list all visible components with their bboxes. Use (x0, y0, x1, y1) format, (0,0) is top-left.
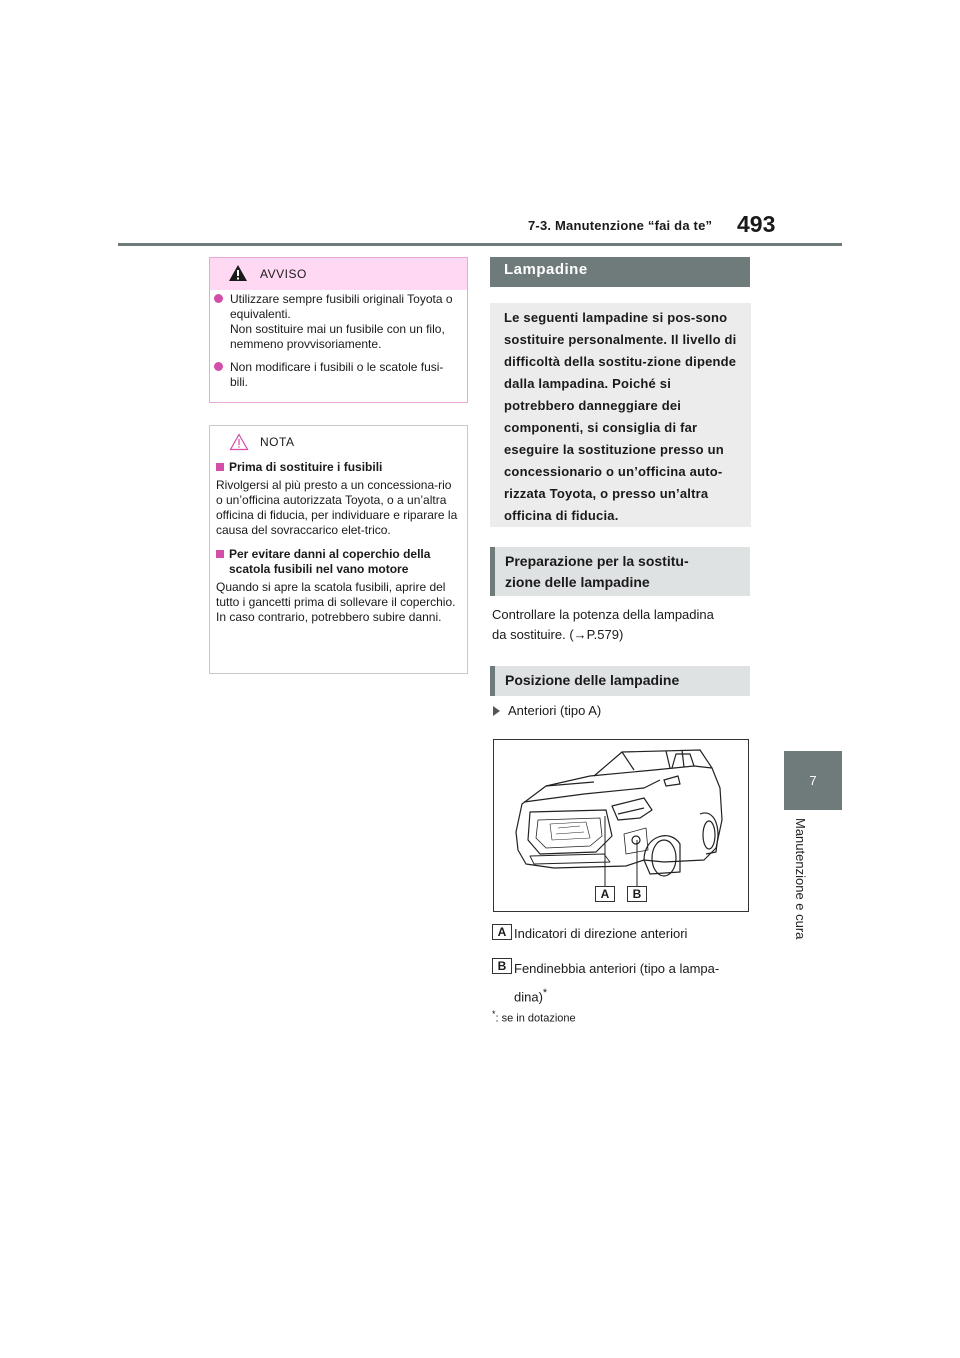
square-bullet-icon (216, 550, 224, 558)
callout-b-label: B (627, 886, 647, 902)
footnote (492, 1009, 576, 1025)
caution-triangle-icon (229, 433, 249, 451)
callout-a-label: A (595, 886, 615, 902)
chapter-number: 7 (809, 773, 817, 788)
subsection-title-line: zione delle lampadine (505, 574, 650, 590)
subsection-title-line: Preparazione per la sostitu- (505, 553, 689, 569)
bullet-dot-icon (214, 362, 223, 371)
notice-heading-text: Per evitare danni al coperchio della scatola fusibili nel vano motore (229, 547, 431, 576)
notice-heading-text: Prima di sostituire i fusibili (229, 460, 383, 474)
section-title-lampadine (490, 257, 750, 287)
car-front-illustration (493, 739, 749, 912)
footnote-mark: * (492, 1009, 496, 1019)
subsection-title-preparation (490, 547, 750, 596)
legend-text-b (514, 957, 749, 1009)
warning-bullet-text: Utilizzare sempre fusibili originali Toyota o equivalenti. Non sostituire mai un fusibile con un filo, nemmeno provvisoriamente. (230, 292, 453, 351)
footnote-text: : se in dotazione (495, 1012, 576, 1025)
chapter-label: Manutenzione e cura (793, 818, 808, 940)
section-header: 7-3. Manutenzione “fai da te” (528, 218, 713, 233)
bullet-dot-icon (214, 294, 223, 303)
notice-text: Rivolgersi al più presto a un concessiona-rio o un’officina autorizzata Toyota, o a un’altra officina di fiducia, per individuare e riparare la causa del sovraccarico elet-trico. (216, 478, 458, 537)
legend-text-a: Indicatori di direzione anteriori (514, 926, 688, 941)
legend-callout-a: A (492, 924, 512, 940)
warning-bullet (214, 292, 461, 352)
preparation-text (492, 605, 752, 645)
notice-box (209, 425, 468, 674)
page-number: 493 (737, 211, 776, 237)
notice-heading (216, 460, 459, 475)
legend-text-b-content: Fendinebbia anteriori (tipo a lampa-dina) (514, 961, 720, 1005)
front-type-a-item (493, 703, 601, 718)
warning-box (209, 257, 468, 403)
front-type-a-text: Anteriori (tipo A) (508, 703, 602, 718)
arrow-bullet-icon (493, 706, 500, 716)
warning-bullet-text: Non modificare i fusibili o le scatole fusi-bili. (230, 360, 444, 389)
warning-title: AVVISO (260, 267, 307, 281)
notice-header (210, 426, 467, 458)
warning-bullet (214, 360, 461, 390)
warning-header (210, 258, 467, 290)
notice-title: NOTA (260, 435, 295, 449)
subsection-title-text: Posizione delle lampadine (505, 672, 680, 688)
legend-callout-b: B (492, 958, 512, 974)
notice-heading (216, 547, 459, 577)
chapter-tab[interactable] (784, 751, 842, 810)
intro-box (490, 303, 751, 527)
suv-front-icon (494, 740, 748, 911)
page-reference-link[interactable]: da sostituire. (→P.579) (492, 627, 624, 642)
intro-text: Le seguenti lampadine si pos-sono sostituire personalmente. Il livello di difficoltà della sostitu-zione dipende dalla lampadina. Poiché si potrebbero danneggiare dei componenti, si consiglia di far eseguire la sostituzione presso un concessionario o un’officina auto-rizzata Toyota, o presso un’altra officina di fiducia. (504, 310, 737, 523)
asterisk-mark: * (542, 987, 548, 999)
warning-triangle-icon (228, 264, 248, 282)
preparation-text-line: Controllare la potenza della lampadina (492, 607, 714, 622)
subsection-title-position (490, 666, 750, 696)
section-title-text: Lampadine (504, 261, 588, 278)
header-rule (118, 243, 842, 246)
square-bullet-icon (216, 463, 224, 471)
notice-text: Quando si apre la scatola fusibili, aprire del tutto i gancetti prima di sollevare il coperchio. In caso contrario, potrebbero subire danni. (216, 580, 456, 624)
